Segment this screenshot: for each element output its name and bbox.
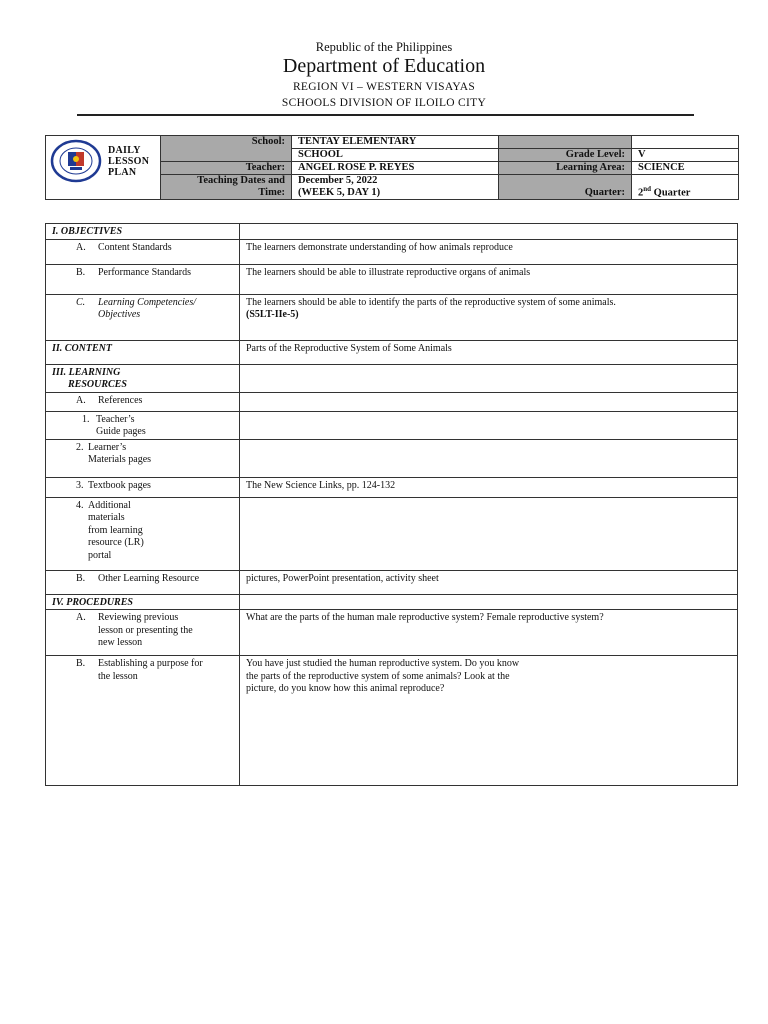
content-heading: II. CONTENT	[46, 340, 240, 364]
item-label: resource (LR)	[88, 537, 144, 548]
item-mark: A.	[76, 241, 86, 253]
item-label: Performance Standards	[98, 266, 192, 278]
item-mark: B.	[76, 572, 86, 584]
learning-resources-heading	[46, 364, 240, 392]
item-mark: B.	[76, 658, 86, 669]
learning-competencies-label	[46, 294, 240, 340]
textbook-pages-value: The New Science Links, pp. 124-132	[240, 477, 738, 497]
establishing-purpose-value	[240, 656, 738, 786]
purpose-text-line: You have just studied the human reproductive system. Do you know	[246, 658, 520, 669]
purpose-text-line: picture, do you know how this animal reproduce?	[246, 683, 445, 694]
teacher-label: Teacher:	[161, 162, 292, 175]
teachers-guide-label	[46, 411, 240, 439]
item-label: Materials pages	[88, 454, 152, 465]
item-mark: B.	[76, 266, 86, 278]
content-value: Parts of the Reproductive System of Some Animals	[240, 340, 738, 364]
item-label: materials	[88, 512, 125, 523]
item-label: Teacher’s	[96, 413, 135, 425]
reviewing-previous-value: What are the parts of the human male reproductive system? Female reproductive system?	[240, 610, 738, 656]
learners-materials-label	[46, 439, 240, 477]
objectives-heading-value	[240, 224, 738, 240]
item-label: Guide pages	[96, 426, 146, 437]
teaching-dates-label-line: Teaching Dates and	[197, 175, 285, 186]
teaching-dates-label-line: Time:	[258, 187, 285, 198]
references-value	[240, 392, 738, 411]
textbook-pages-label	[46, 477, 240, 497]
item-label: portal	[88, 549, 112, 561]
header-rule	[77, 114, 694, 116]
quarter-label: Quarter:	[499, 175, 632, 200]
quarter-word: Quarter	[653, 187, 691, 198]
item-label: from learning	[88, 524, 143, 536]
content-standards-label	[46, 239, 240, 264]
quarter-value	[632, 175, 739, 200]
item-label: Learner’s	[88, 441, 127, 453]
item-label: Reviewing previous	[98, 612, 179, 623]
learning-resources-value	[240, 364, 738, 392]
competency-code: (S5LT-IIe-5)	[246, 309, 299, 320]
plan-label-line: DAILY	[108, 144, 141, 156]
procedures-heading: IV. PROCEDURES	[46, 594, 240, 610]
grade-level-label: Grade Level:	[499, 149, 632, 162]
item-mark: C.	[76, 296, 86, 308]
performance-standards-value: The learners should be able to illustrate reproductive organs of animals	[240, 264, 738, 294]
item-label: new lesson	[98, 637, 143, 648]
plan-label-line: PLAN	[108, 166, 137, 178]
content-standards-value: The learners demonstrate understanding of how animals reproduce	[240, 239, 738, 264]
teaching-date: December 5, 2022	[298, 175, 378, 186]
header-region: REGION VI – WESTERN VISAYAS	[292, 81, 476, 93]
learners-materials-value	[240, 439, 738, 477]
item-label: lesson or presenting the	[98, 624, 193, 636]
item-mark: 4.	[76, 499, 84, 511]
lesson-info-table	[45, 135, 739, 200]
additional-materials-value	[240, 497, 738, 570]
deped-seal-icon	[50, 139, 102, 183]
competency-text: The learners should be able to identify the parts of the reproductive system of some animals.	[246, 296, 616, 308]
grade-level-value-top	[632, 136, 739, 149]
item-label: Additional	[88, 499, 131, 511]
grade-level-value: V	[632, 149, 739, 162]
item-label: Other Learning Resource	[98, 572, 200, 584]
school-label: School:	[161, 136, 292, 162]
references-label	[46, 392, 240, 411]
reviewing-previous-label	[46, 610, 240, 656]
daily-lesson-plan-label	[108, 145, 149, 178]
heading-line: III. LEARNING	[52, 366, 121, 378]
item-mark: 1.	[82, 413, 90, 425]
item-mark: A.	[76, 394, 86, 406]
item-label: Content Standards	[98, 241, 172, 253]
other-learning-resource-label	[46, 570, 240, 594]
learning-area-value: SCIENCE	[632, 162, 739, 175]
objectives-heading: I. OBJECTIVES	[46, 224, 240, 240]
plan-label-line: LESSON	[108, 155, 150, 167]
teaching-dates-value	[292, 175, 499, 200]
quarter-number: 2	[638, 187, 644, 198]
header-department: Department of Education	[282, 55, 486, 77]
item-mark: 2.	[76, 441, 84, 453]
teaching-week-day: (WEEK 5, DAY 1)	[298, 187, 381, 198]
item-mark: 3.	[76, 479, 84, 491]
teachers-guide-value	[240, 411, 738, 439]
school-value-cont: SCHOOL	[292, 149, 499, 162]
logo-cell	[46, 136, 161, 200]
other-learning-resource-value: pictures, PowerPoint presentation, activity sheet	[240, 570, 738, 594]
teaching-dates-label	[161, 175, 292, 200]
heading-line: RESOURCES	[68, 379, 127, 390]
item-label: the lesson	[98, 670, 138, 682]
item-label: Objectives	[98, 309, 141, 320]
additional-materials-label	[46, 497, 240, 570]
item-mark: A.	[76, 612, 86, 623]
purpose-text-line: the parts of the reproductive system of some animals? Look at the	[246, 670, 510, 682]
item-label: Textbook pages	[88, 479, 151, 491]
header-division: SCHOOLS DIVISION OF ILOILO CITY	[281, 97, 487, 109]
procedures-heading-value	[240, 594, 738, 610]
item-label: References	[98, 394, 143, 406]
teacher-value: ANGEL ROSE P. REYES	[292, 162, 499, 175]
learning-area-label: Learning Area:	[499, 162, 632, 175]
quarter-suffix: nd	[643, 184, 652, 193]
item-label: Establishing a purpose for	[98, 658, 203, 669]
performance-standards-label	[46, 264, 240, 294]
establishing-purpose-label	[46, 656, 240, 786]
item-label: Learning Competencies/	[98, 296, 197, 308]
grade-level-label-top	[499, 136, 632, 149]
learning-competencies-value	[240, 294, 738, 340]
school-value: TENTAY ELEMENTARY	[292, 136, 499, 149]
header-republic: Republic of the Philippines	[315, 40, 453, 54]
lesson-plan-table	[45, 223, 738, 786]
